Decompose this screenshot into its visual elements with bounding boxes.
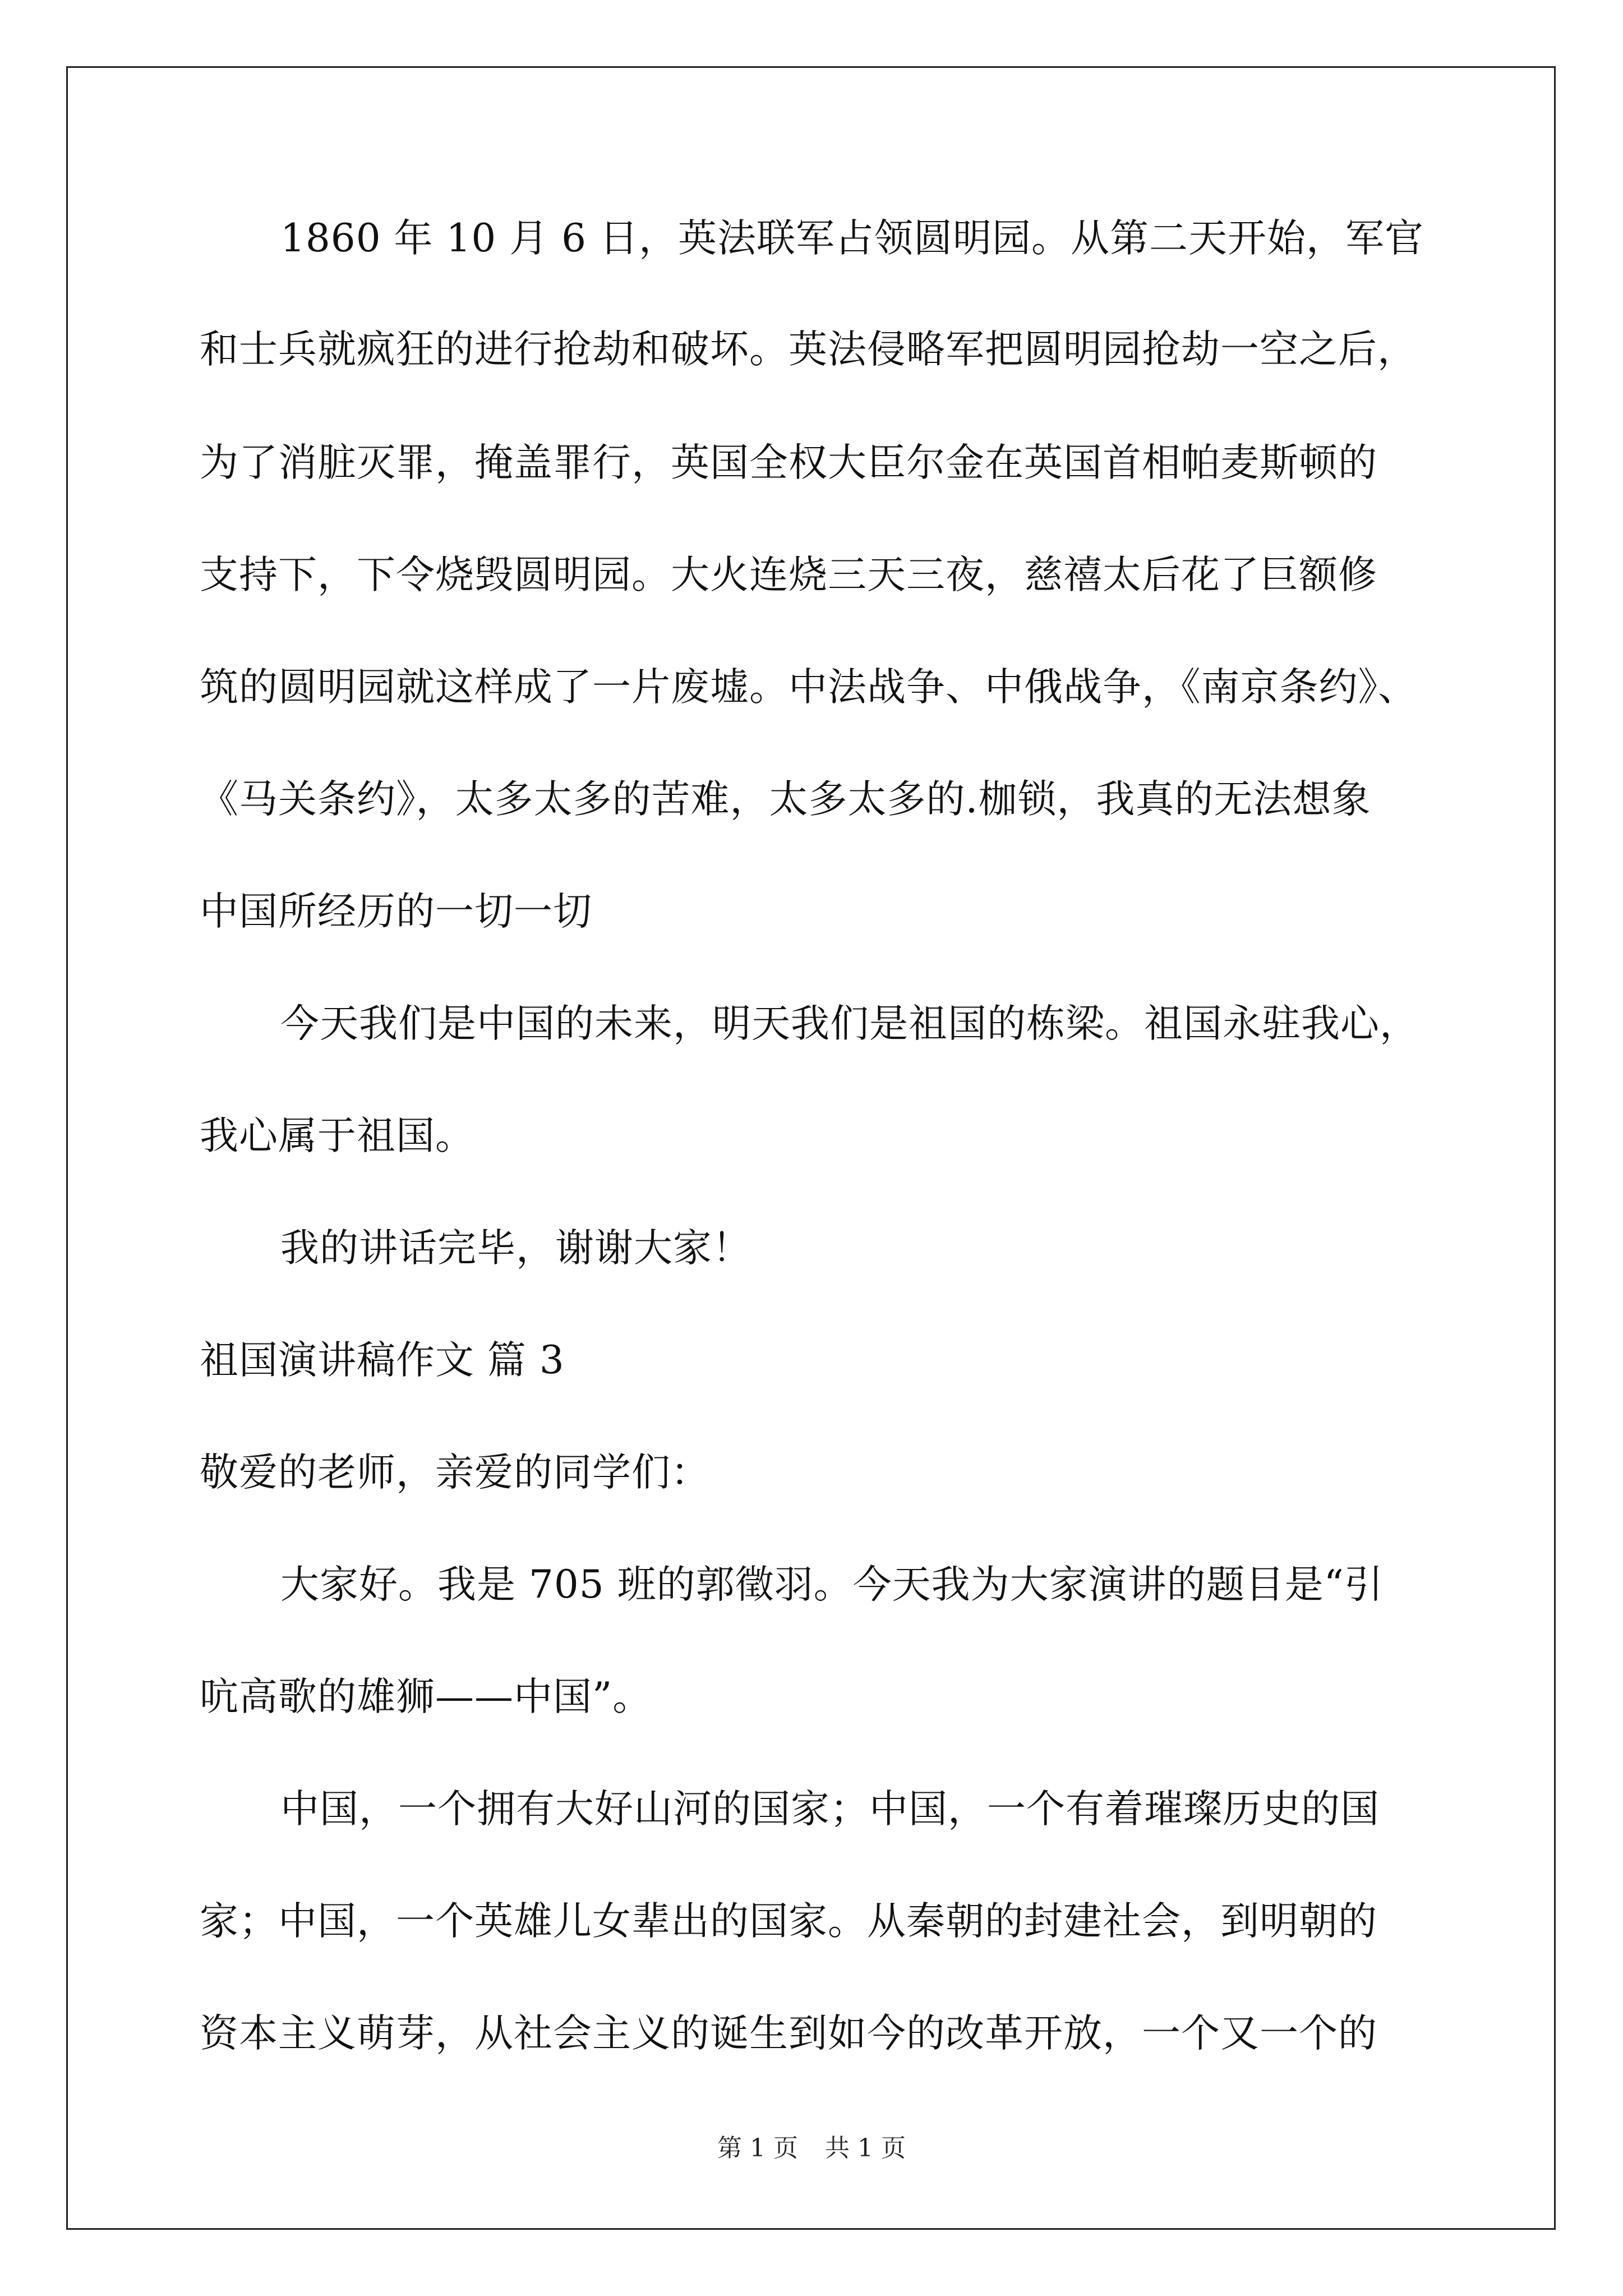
paragraph-line: 为了消脏灭罪，掩盖罪行，英国全权大臣尔金在英国首相帕麦斯顿的 xyxy=(200,440,1377,485)
section-heading: 祖国演讲稿作文 篇 3 xyxy=(200,1338,565,1383)
paragraph-line: 资本主义萌芽，从社会主义的诞生到如今的改革开放，一个又一个的 xyxy=(200,2011,1377,2056)
paragraph-line: 今天我们是中国的未来，明天我们是祖国的栋梁。祖国永驻我心， xyxy=(280,1001,1419,1046)
paragraph-line: 家；中国，一个英雄儿女辈出的国家。从秦朝的封建社会，到明朝的 xyxy=(200,1899,1377,1944)
paragraph-line: 中国所经历的一切一切 xyxy=(200,889,592,934)
paragraph-line: 和士兵就疯狂的进行抢劫和破坏。英法侵略军把圆明园抢劫一空之后， xyxy=(200,327,1417,372)
paragraph-line: 筑的圆明园就这样成了一片废墟。中法战争、中俄战争，《南京条约》、 xyxy=(200,665,1417,710)
paragraph-line: 支持下，下令烧毁圆明园。大火连烧三天三夜，慈禧太后花了巨额修 xyxy=(200,553,1377,597)
paragraph-line: 大家好。我是 705 班的郭徵羽。今天我为大家演讲的题目是“引 xyxy=(280,1562,1384,1607)
paragraph-line: 我的讲话完毕，谢谢大家！ xyxy=(280,1226,751,1271)
paragraph-line: 中国，一个拥有大好山河的国家；中国，一个有着璀璨历史的国 xyxy=(280,1787,1380,1832)
paragraph-line: 我心属于祖国。 xyxy=(200,1114,474,1158)
salutation: 敬爱的老师，亲爱的同学们： xyxy=(200,1450,710,1495)
paragraph-line: 《马关条约》，太多太多的苦难，太多太多的.枷锁，我真的无法想象 xyxy=(200,777,1371,822)
paragraph-line: 吭高歌的雄狮——中国”。 xyxy=(200,1674,652,1719)
page-footer xyxy=(0,2134,1623,2162)
paragraph-line: 1860 年 10 月 6 日，英法联军占领圆明园。从第二天开始，军官 xyxy=(280,216,1424,261)
page-number: 第 1 页 xyxy=(717,2134,798,2162)
page-total: 共 1 页 xyxy=(825,2134,906,2162)
